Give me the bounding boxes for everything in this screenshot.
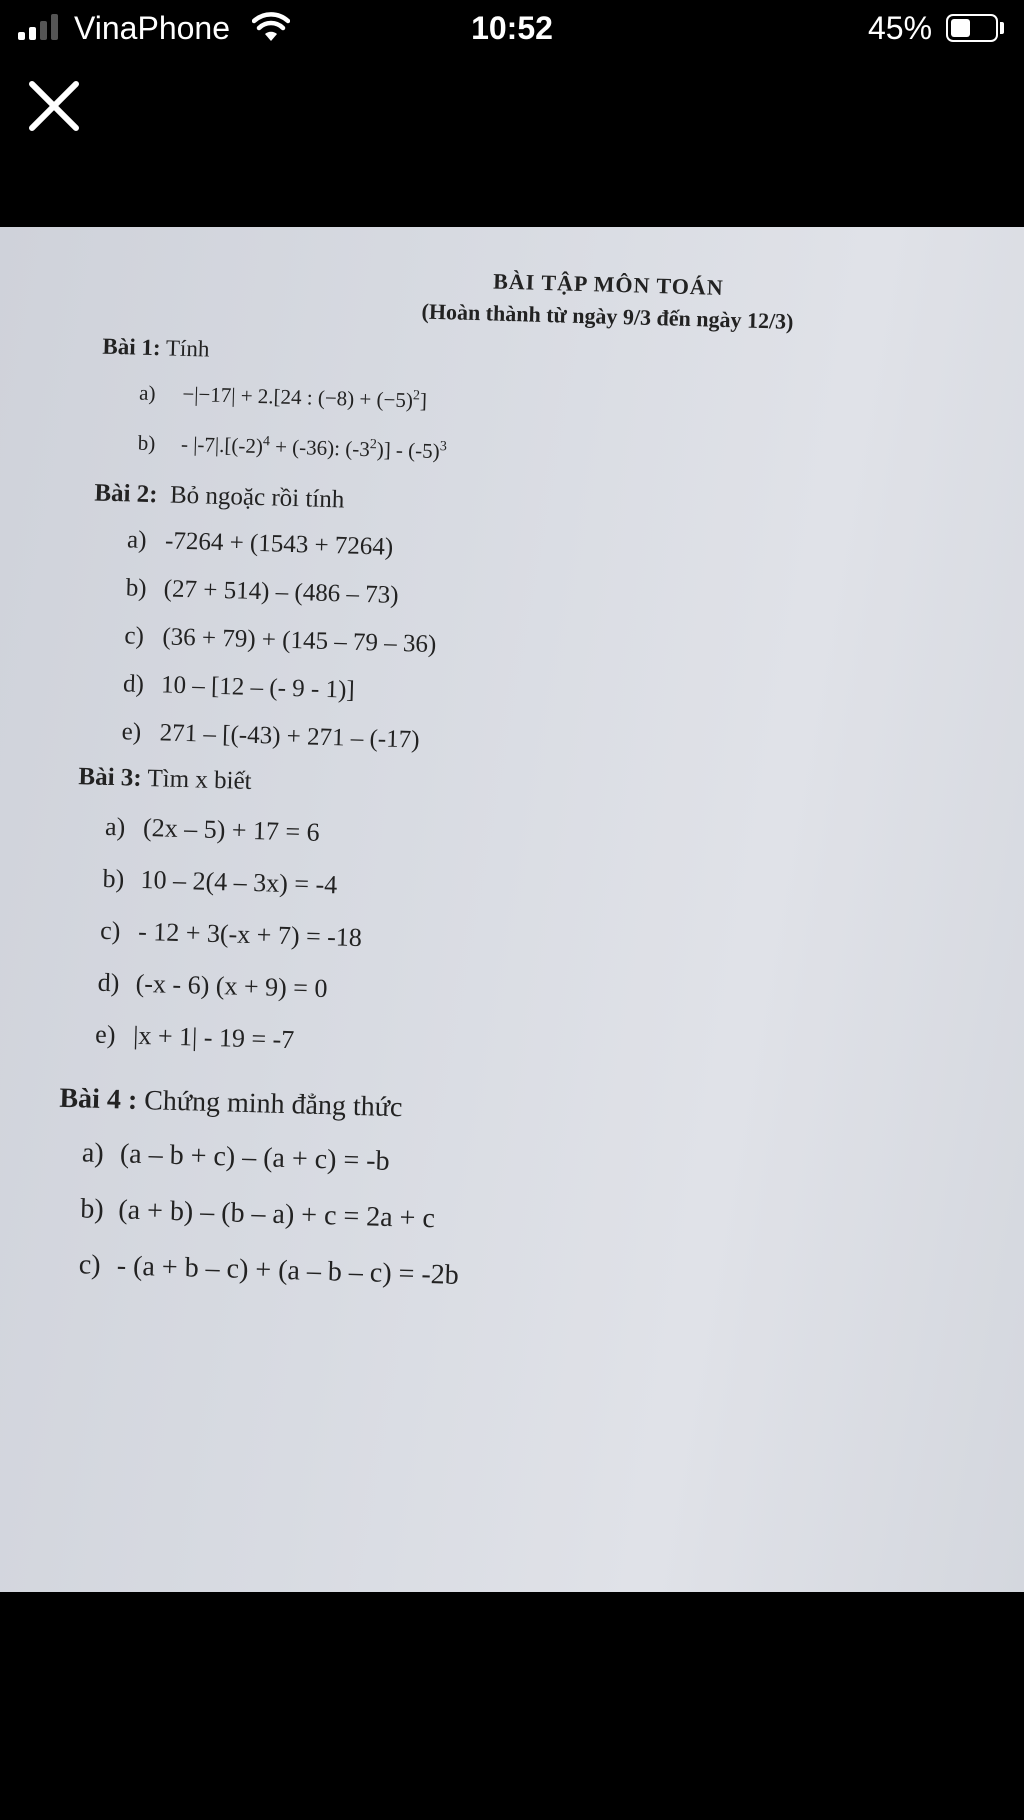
bai4-text: Chứng minh đẳng thức	[143, 1085, 403, 1124]
item-expression: 10 – [12 – (- 9 - 1)]	[160, 671, 356, 704]
bai2-heading	[94, 479, 345, 514]
item-label: e)	[94, 1019, 116, 1050]
item-label: c)	[99, 915, 121, 946]
battery-percentage: 45%	[868, 10, 933, 46]
bai1-heading	[102, 334, 210, 363]
bai4-item-a	[82, 1137, 390, 1178]
item-label: a)	[104, 811, 126, 842]
item-expression: |x + 1| - 19 = -7	[132, 1020, 295, 1055]
item-label: d)	[122, 670, 145, 698]
item-expression: (a + b) – (b – a) + c = 2a + c	[117, 1194, 436, 1235]
close-icon[interactable]	[26, 78, 82, 134]
bai4-label: Bài 4 :	[59, 1082, 138, 1116]
bai1-item-a	[139, 381, 427, 414]
item-label: b)	[137, 430, 156, 456]
bai4-heading	[59, 1083, 403, 1125]
item-expression: (a – b + c) – (a + c) = -b	[119, 1138, 391, 1177]
item-expression: 10 – 2(4 – 3x) = -4	[140, 864, 338, 900]
item-label: e)	[121, 718, 142, 746]
bai4-item-b	[80, 1193, 435, 1235]
bai2-item-a	[127, 526, 394, 561]
bai2-item-b	[125, 574, 399, 610]
bai3-heading	[78, 763, 252, 796]
bai1-label: Bài 1:	[102, 333, 161, 361]
item-expression: - 12 + 3(-x + 7) = -18	[137, 916, 363, 953]
bai2-label: Bài 2:	[94, 479, 158, 509]
item-expression: −|−17| + 2.[24 : $(-8) + (-5)^2$]	[182, 381, 428, 413]
bai3-text: Tìm x biết	[147, 765, 252, 795]
item-expression: - $|-7|.[(-2)^4 + (-36)$: $(-3^2)] - (-5)^3$	[180, 431, 448, 464]
bai3-item-a	[105, 812, 320, 848]
item-expression: (36 + 79) + (145 – 79 – 36)	[162, 623, 437, 659]
bai2-item-c	[124, 622, 437, 659]
item-expression: (2x – 5) + 17 = 6	[142, 812, 321, 847]
worksheet-title: BÀI TẬP MÔN TOÁN	[492, 268, 725, 300]
bai3-item-d	[97, 968, 328, 1004]
bai1-text: Tính	[165, 335, 210, 362]
battery-fill	[951, 19, 970, 37]
item-expression: (-x - 6) (x + 9) = 0	[135, 968, 328, 1004]
item-label: d)	[97, 967, 120, 998]
item-label: b)	[125, 574, 147, 602]
item-label: b)	[79, 1193, 105, 1225]
item-label: a)	[126, 526, 147, 554]
item-expression: -7264 + (1543 + 7264)	[164, 527, 394, 561]
item-expression: - (a + b – c) + (a – b – c) = -2b	[116, 1250, 460, 1291]
item-expression: 271 – [(-43) + 271 – (-17)	[159, 719, 420, 754]
item-label: b)	[102, 863, 125, 894]
status-bar	[0, 0, 1024, 58]
bai1-item-b	[137, 431, 447, 465]
item-label: a)	[81, 1137, 105, 1169]
item-expression: (27 + 514) – (486 – 73)	[163, 575, 399, 609]
bai4-item-c	[78, 1249, 459, 1292]
bai2-item-d	[123, 670, 355, 704]
item-label: c)	[124, 622, 145, 650]
item-label: c)	[78, 1249, 102, 1281]
worksheet-subtitle: (Hoàn thành từ ngày 9/3 đến ngày 12/3)	[421, 298, 794, 334]
bai2-item-e	[121, 718, 420, 754]
bai3-item-b	[102, 864, 337, 901]
bai2-text: Bỏ ngoặc rồi tính	[169, 481, 345, 514]
item-label: a)	[138, 380, 156, 406]
status-time: 10:52	[471, 10, 553, 46]
carrier-name: VinaPhone	[74, 10, 230, 46]
battery-icon	[946, 14, 998, 42]
worksheet	[0, 227, 1024, 1592]
bai3-label: Bài 3:	[78, 763, 143, 792]
battery-tip	[1000, 22, 1004, 34]
worksheet-photo	[0, 227, 1024, 1592]
bai3-item-c	[100, 916, 363, 953]
bai3-item-e	[95, 1020, 295, 1056]
